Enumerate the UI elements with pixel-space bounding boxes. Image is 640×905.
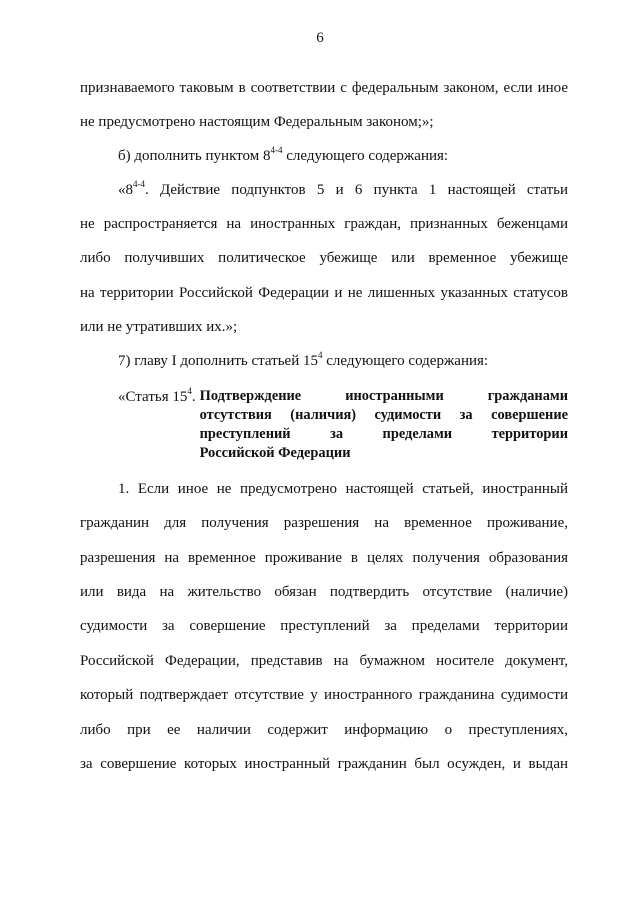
article-title-line: Российской Федерации (199, 445, 351, 461)
body-line: Российской Федерации, представив на бумажном носителе документ, (80, 653, 568, 669)
paragraph-line: «8$^{4-4}$. Действие подпунктов 5 и 6 пункта 1 настоящей статьи (118, 179, 568, 198)
body-line: разрешения на временное проживание в целях получения образования (80, 550, 568, 566)
paragraph-line: признаваемого таковым в соответствии с федеральным законом, если иное (80, 80, 568, 96)
article-title-line: отсутствия (наличия) судимости за совершение (199, 407, 568, 423)
body-line: за совершение которых иностранный гражданин был осужден, и выдан (80, 756, 568, 772)
paragraph-line: не предусмотрено настоящим Федеральным законом;»; (80, 114, 434, 130)
page-number: 6 (316, 30, 324, 46)
body-line: или вида на жительство обязан подтвердить отсутствие (наличие) (80, 584, 568, 600)
article-number: «Статья $15^4$. (118, 386, 196, 405)
paragraph-line: 7) главу I дополнить статьей $15^4$ следующего содержания: (118, 350, 489, 369)
paragraph-line: или не утративших их.»; (80, 319, 238, 335)
body-line: гражданин для получения разрешения на временное проживание, (80, 515, 568, 531)
paragraph-line: не распространяется на иностранных граждан, признанных беженцами (80, 216, 568, 232)
article-title-line: преступлений за пределами территории (199, 426, 568, 442)
paragraph-line: либо получивших политическое убежище или временное убежище (80, 250, 568, 266)
paragraph-line: б) дополнить пунктом 8$^{4-4}$ следующего содержания: (118, 145, 449, 164)
paragraph-line: на территории Российской Федерации и не лишенных указанных статусов (80, 285, 568, 301)
article-heading (118, 387, 568, 463)
body-line: судимости за совершение преступлений за пределами территории (80, 618, 568, 634)
body-line: который подтверждает отсутствие у иностранного гражданина судимости (80, 687, 568, 703)
article-title (200, 387, 568, 463)
article-title-line: Подтверждение иностранными гражданами (199, 388, 568, 404)
body-line: либо при ее наличии содержит информацию о преступлениях, (80, 722, 568, 738)
body-line: 1. Если иное не предусмотрено настоящей статьей, иностранный (118, 481, 568, 497)
